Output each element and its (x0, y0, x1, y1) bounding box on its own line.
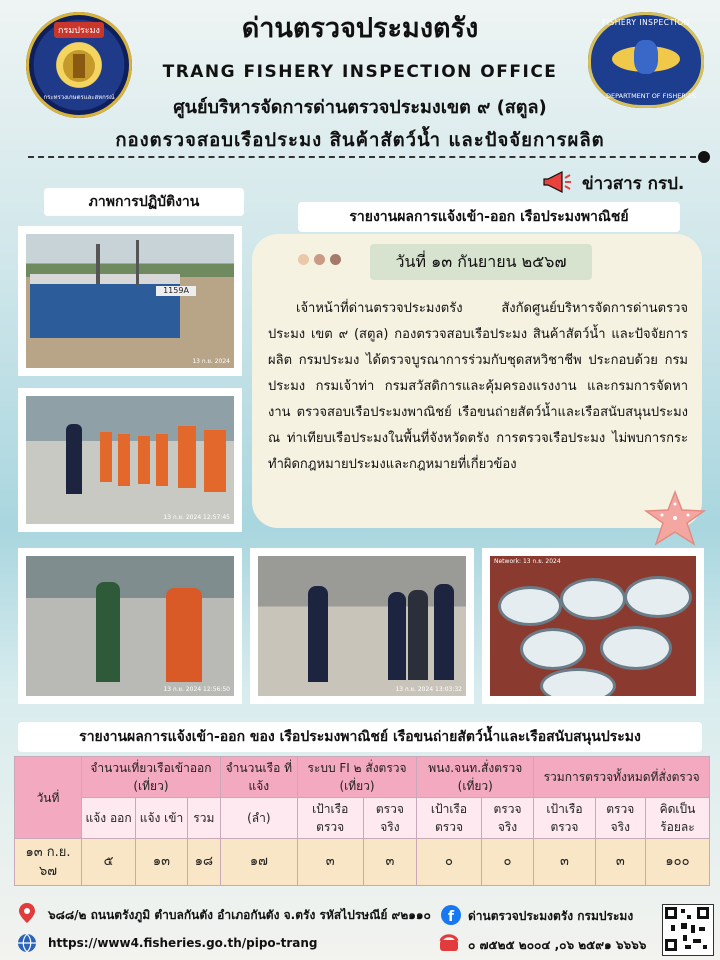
table-header-total: รวมการตรวจทั้งหมดที่สั่งตรวจ (534, 757, 710, 798)
table-subheader: คิดเป็น ร้อยละ (645, 798, 709, 839)
photo-document-check (18, 548, 242, 704)
departure-arrival-table (14, 756, 710, 886)
logo-sublabel: กระทรวงเกษตรและสหกรณ์ (43, 94, 115, 101)
news-label: ข่าวสาร กรป. (582, 174, 685, 194)
facebook-icon[interactable] (440, 904, 462, 926)
table-cell: ๓ (363, 839, 417, 886)
table-header-officer: พนง.จนท.สั่งตรวจ (เที่ยว) (417, 757, 534, 798)
table-cell: ๐ (417, 839, 481, 886)
svg-text:f: f (448, 909, 455, 925)
decor-dot (298, 254, 309, 265)
division-name: กองตรวจสอบเรือประมง สินค้าสัตว์น้ำ และปัจจัยการผลิต (115, 130, 605, 151)
table-subheader: ตรวจ จริง (595, 798, 645, 839)
starfish-icon (644, 490, 706, 546)
report-card (252, 234, 702, 528)
page-title-english: TRANG FISHERY INSPECTION OFFICE (162, 62, 558, 82)
photo-timestamp: Network: 13 ก.ย. 2024 (494, 558, 561, 565)
table-cell-day: ๑๓ ก.ย. ๖๗ (15, 839, 82, 886)
table-title: รายงานผลการแจ้งเข้า-ออก ของ เรือประมงพาณิชย์ เรือขนถ่ายสัตว์น้ำและเรือสนับสนุนประมง (18, 722, 702, 752)
logo-ring-top: FISHERY INSPECTION (602, 18, 690, 27)
table-cell: ๓ (534, 839, 595, 886)
table-row (15, 839, 710, 886)
table-cell: ๑๐๐ (645, 839, 709, 886)
report-heading: รายงานผลการแจ้งเข้า-ออก เรือประมงพาณิชย์ (298, 202, 680, 232)
report-date: วันที่ ๑๓ กันยายน ๒๕๖๗ (370, 244, 592, 280)
table-cell: ๑๘ (187, 839, 220, 886)
divider-dot (698, 151, 710, 163)
table-header-vessels: จำนวนเรือ ที่แจ้ง (220, 757, 297, 798)
table-subheader: แจ้ง เข้า (136, 798, 188, 839)
table-cell: ๐ (481, 839, 534, 886)
table-cell: ๑๓ (136, 839, 188, 886)
footer-facebook[interactable]: ด่านตรวจประมงตรัง กรมประมง (468, 909, 634, 923)
news-badge (542, 168, 702, 198)
footer-website[interactable]: https://www4.fisheries.go.th/pipo-trang (48, 936, 318, 950)
decor-dots (298, 250, 346, 269)
photo-timestamp: 13 ก.ย. 2024 13:03:32 (395, 685, 462, 693)
qr-code[interactable] (662, 904, 714, 956)
table-header-trips: จำนวนเที่ยวเรือเข้าออก (เที่ยว) (82, 757, 221, 798)
photos-heading: ภาพการปฏิบัติงาน (44, 188, 244, 216)
table-subheader: เป้าเรือ ตรวจ (534, 798, 595, 839)
logo-ring-bottom: DEPARTMENT OF FISHERIES (606, 92, 697, 100)
photo-crew-inspection (18, 388, 242, 532)
photo-timestamp: 13 ก.ย. 2024 12:57:45 (163, 513, 230, 521)
table-header-day: วันที่ (15, 757, 82, 839)
footer-phone: ๐ ๗๕๒๕ ๒๐๐๔ ,๐๖ ๒๕๙๑ ๖๖๖๖ (468, 938, 647, 952)
page-title: ด่านตรวจประมงตรัง (241, 13, 479, 44)
shield-icon (634, 40, 658, 74)
decor-dot (330, 254, 341, 265)
photo-timestamp: 13 ก.ย. 2024 12:56:50 (163, 685, 230, 693)
table-cell: ๑๗ (220, 839, 297, 886)
phone-icon (438, 932, 460, 954)
table-subheader: เป้าเรือ ตรวจ (417, 798, 481, 839)
globe-icon (16, 932, 38, 954)
table-subheader: ตรวจ จริง (363, 798, 417, 839)
header-divider (28, 156, 696, 158)
report-body: เจ้าหน้าที่ด่านตรวจประมงตรัง สังกัดศูนย์บริหารจัดการด่านตรวจประมง เขต ๙ (สตูล) กองตรวจสอบเรือประมง สินค้าสัตว์น้ำ และปัจจัยการผลิต กรมประมง ได้ตรวจบูรณาการร่วมกับชุดสหวิชาชีพ ประกอบด้วย กรมประมง กรมเจ้าท่า กรมสวัสดิการและคุ้มครองแรงงาน และกรมการจัดหางาน ตรวจสอบเรือประมงพาณิชย์ เรือขนถ่ายสัตว์น้ำและเรือสนับสนุนประมง ณ ท่าเทียบเรือประมงในพื้นที่จังหวัดตรัง การตรวจเรือประมง ไม่พบการกระทำผิดกฎหมายประมงและกฎหมายที่เกี่ยวข้อง (268, 301, 688, 472)
table-header-fi2: ระบบ FI ๒ สั่งตรวจ (เที่ยว) (297, 757, 416, 798)
table-subheader: ตรวจ จริง (481, 798, 534, 839)
table-cell: ๓ (595, 839, 645, 886)
table-subheader: รวม (187, 798, 220, 839)
decor-dot (314, 254, 325, 265)
table-cell: ๕ (82, 839, 136, 886)
photo-catch-baskets (482, 548, 704, 704)
emblem-icon (59, 46, 99, 86)
table-subheader: แจ้ง ออก (82, 798, 136, 839)
qr-code-icon (663, 905, 711, 953)
fishery-inspection-logo (588, 12, 704, 108)
center-name: ศูนย์บริหารจัดการด่านตรวจประมงเขต ๙ (สตูล) (173, 97, 547, 118)
megaphone-icon (542, 170, 572, 194)
photo-boats: 1159A 13 ก.ย. 2024 (18, 226, 242, 376)
photo-timestamp: 13 ก.ย. 2024 (192, 357, 230, 365)
footer-address: ๖๘๘/๒ ถนนตรังภูมิ ตำบลกันตัง อำเภอกันตัง จ.ตรัง รหัสไปรษณีย์ ๙๒๑๑๐ (48, 908, 431, 922)
table-subheader: เป้าเรือ ตรวจ (297, 798, 363, 839)
logo-label: กรมประมง (54, 22, 104, 38)
table-subheader: (ลำ) (220, 798, 297, 839)
location-pin-icon (16, 902, 38, 924)
photo-officers (250, 548, 474, 704)
table-cell: ๓ (297, 839, 363, 886)
